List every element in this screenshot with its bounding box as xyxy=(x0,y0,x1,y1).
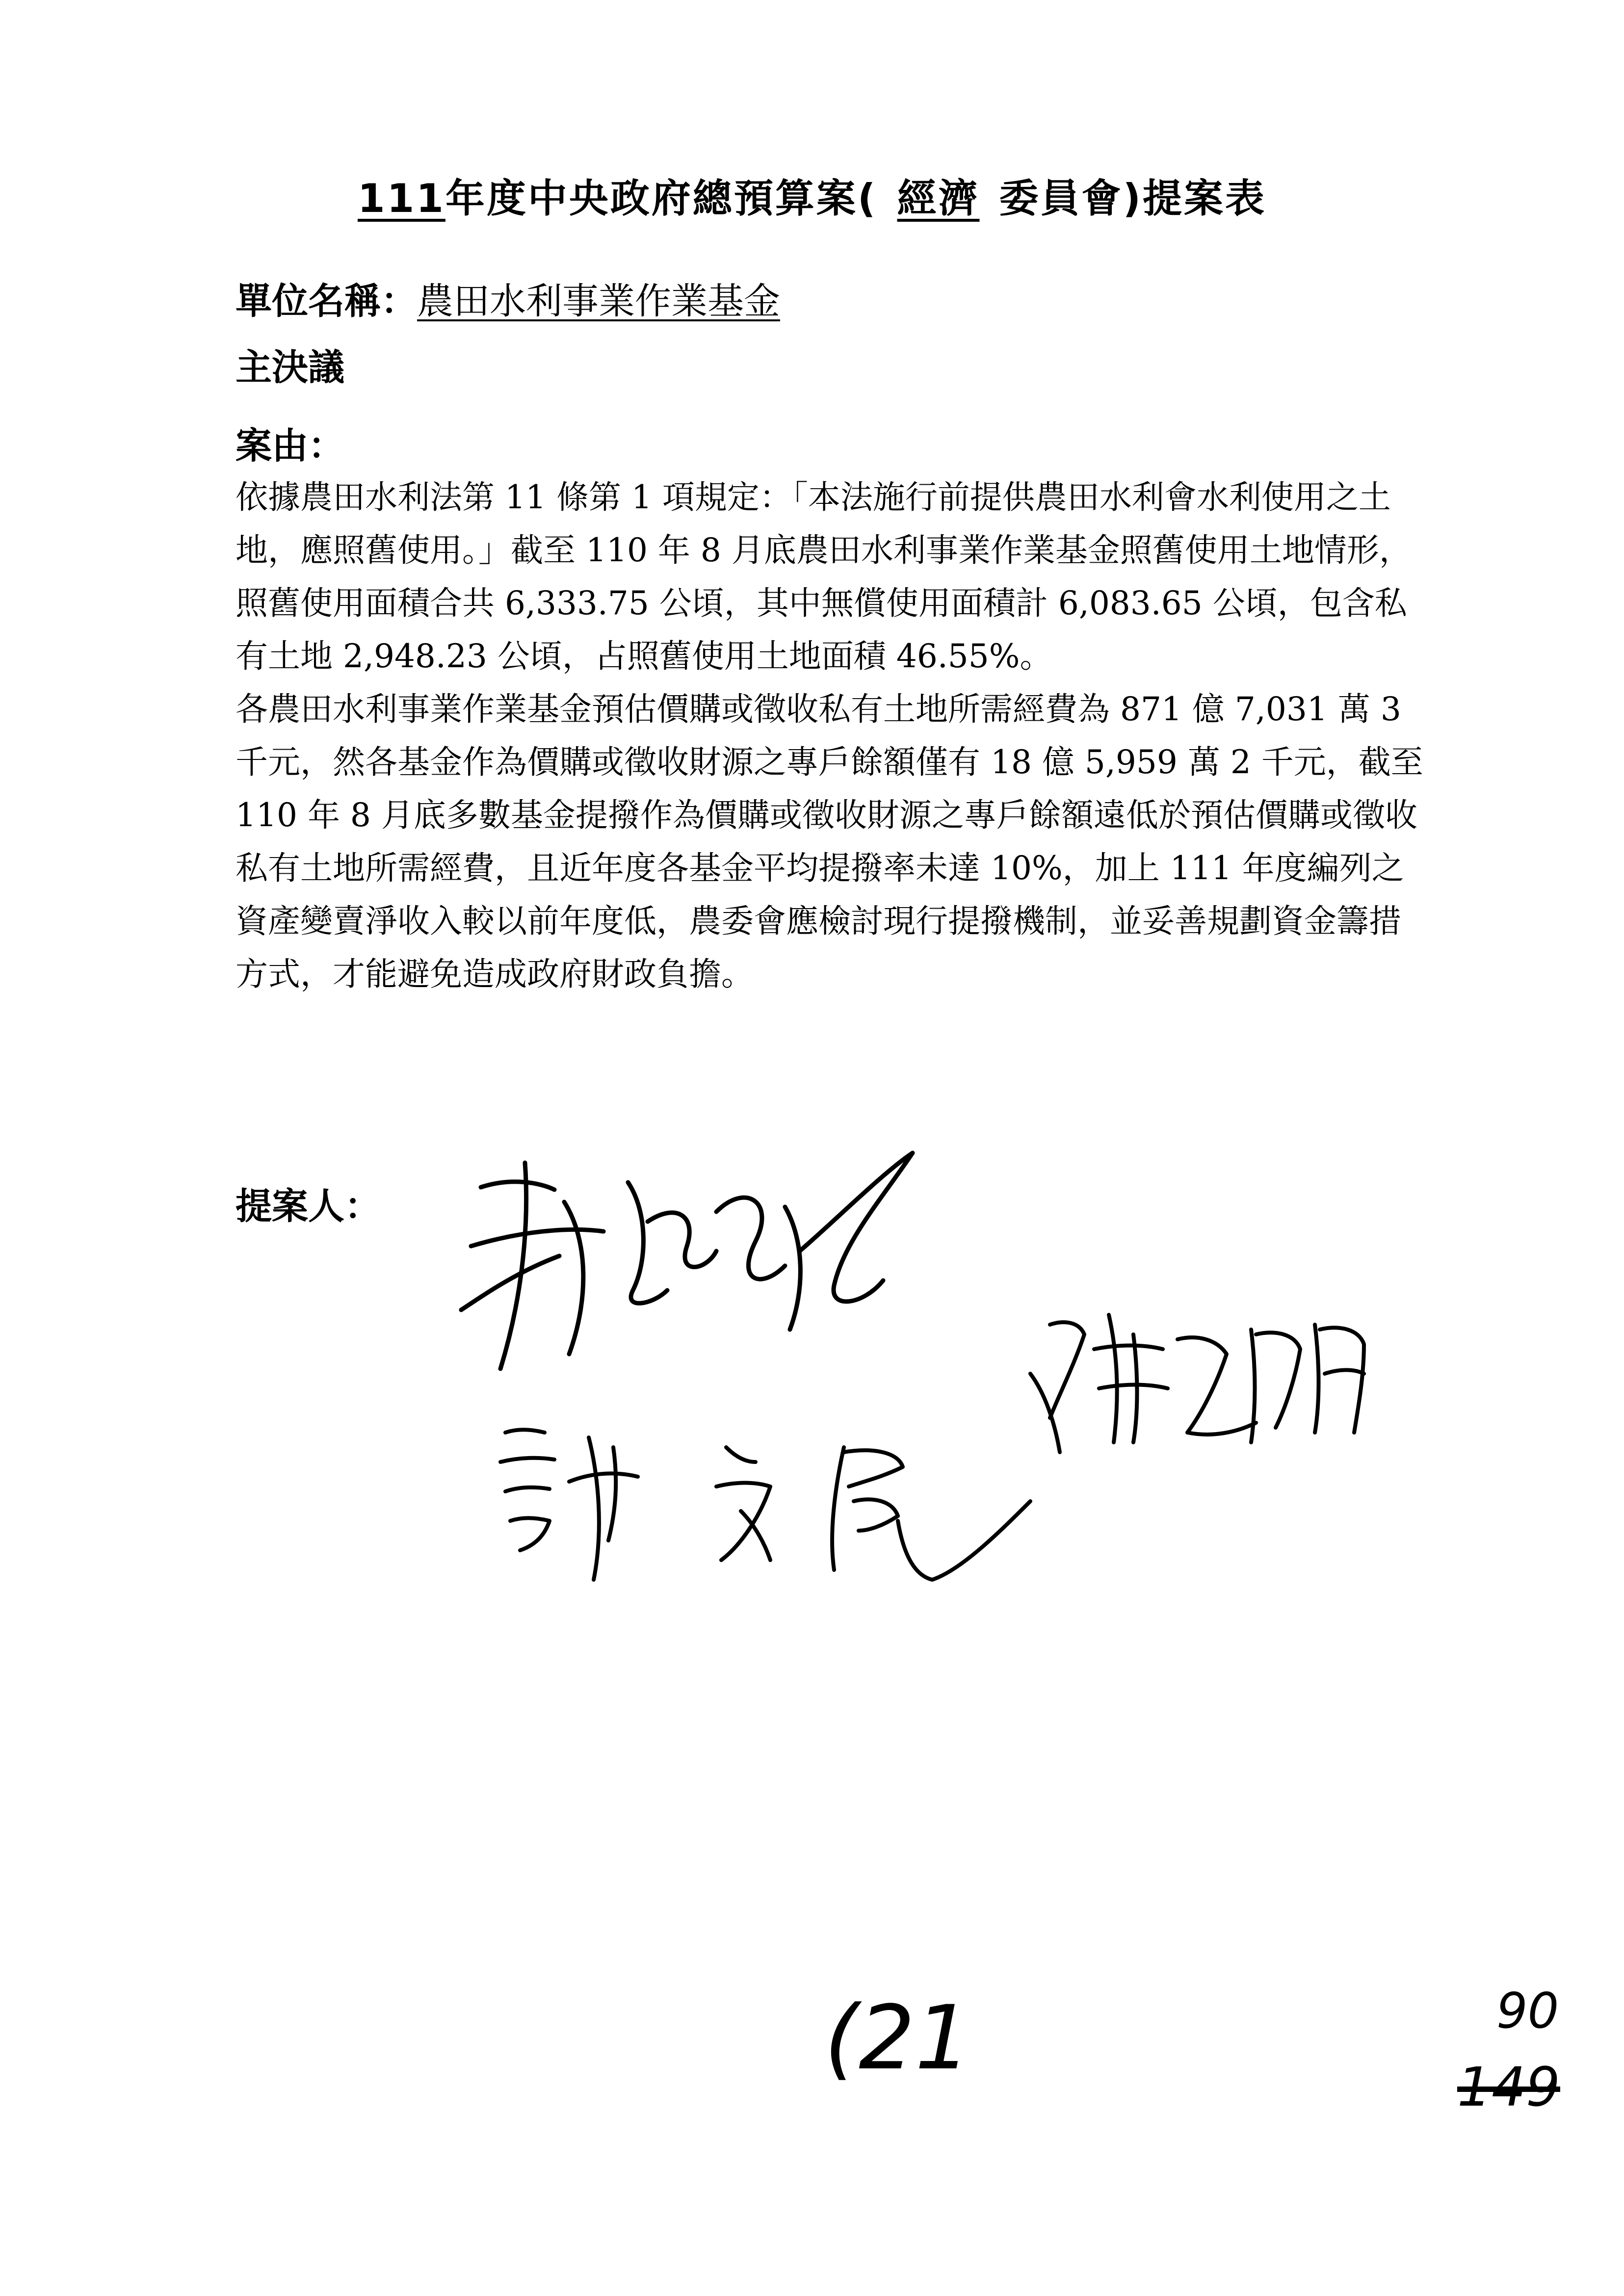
unit-name-line xyxy=(236,272,780,324)
unit-label: 單位名稱： xyxy=(236,280,417,322)
reason-paragraph-2: 各農田水利事業作業基金預估價購或徵收私有土地所需經費為 871 億 7,031 萬 3 千元，然各基金作為價購或徵收財源之專戶餘額僅有 18 億 5,959 萬 2 千元，截至 110 年 8 月底多數基金提撥作為價購或徵收財源之專戶餘額遠低於預估價購或徵收私有土地所需經費，且近年度各基金平均提撥率未達 10%，加上 111 年度編列之資產變賣淨收入較以前年度低，農委會應檢討現行提撥機制，並妥善規劃資金籌措方式，才能避免造成政府財政負擔。 xyxy=(236,690,1423,993)
title-committee: 經濟 xyxy=(897,176,980,221)
title-end: 委員會)提案表 xyxy=(999,176,1267,221)
proposer-label: 提案人： xyxy=(236,1185,381,1227)
page-number: (21 xyxy=(824,1987,971,2089)
reason-paragraph-1: 依據農田水利法第 11 條第 1 項規定：「本法施行前提供農田水利會水利使用之土地，應照舊使用。」截至 110 年 8 月底農田水利事業作業基金照舊使用土地情形，照舊使用面積合共 6,333.75 公頃，其中無償使用面積計 6,083.65 公頃，包含私有土地 2,948.23 公頃，占照舊使用土地面積 46.55%。 xyxy=(236,478,1412,675)
signature-3 xyxy=(1021,1295,1393,1472)
corner-page-number-struck: 149 xyxy=(1457,2056,1560,2118)
title-middle: 年度中央政府總預算案( xyxy=(445,176,878,221)
unit-value: 農田水利事業作業基金 xyxy=(417,280,780,322)
signature-2 xyxy=(491,1403,1055,1609)
corner-page-number: 90 xyxy=(1496,1982,1559,2039)
signature-1 xyxy=(442,1143,932,1398)
title-year: 111 xyxy=(357,176,445,221)
document-title xyxy=(0,167,1624,223)
main-decision-heading: 主決議 xyxy=(236,346,344,389)
reason-heading: 案由： xyxy=(236,425,344,467)
reason-body xyxy=(236,471,1433,1001)
